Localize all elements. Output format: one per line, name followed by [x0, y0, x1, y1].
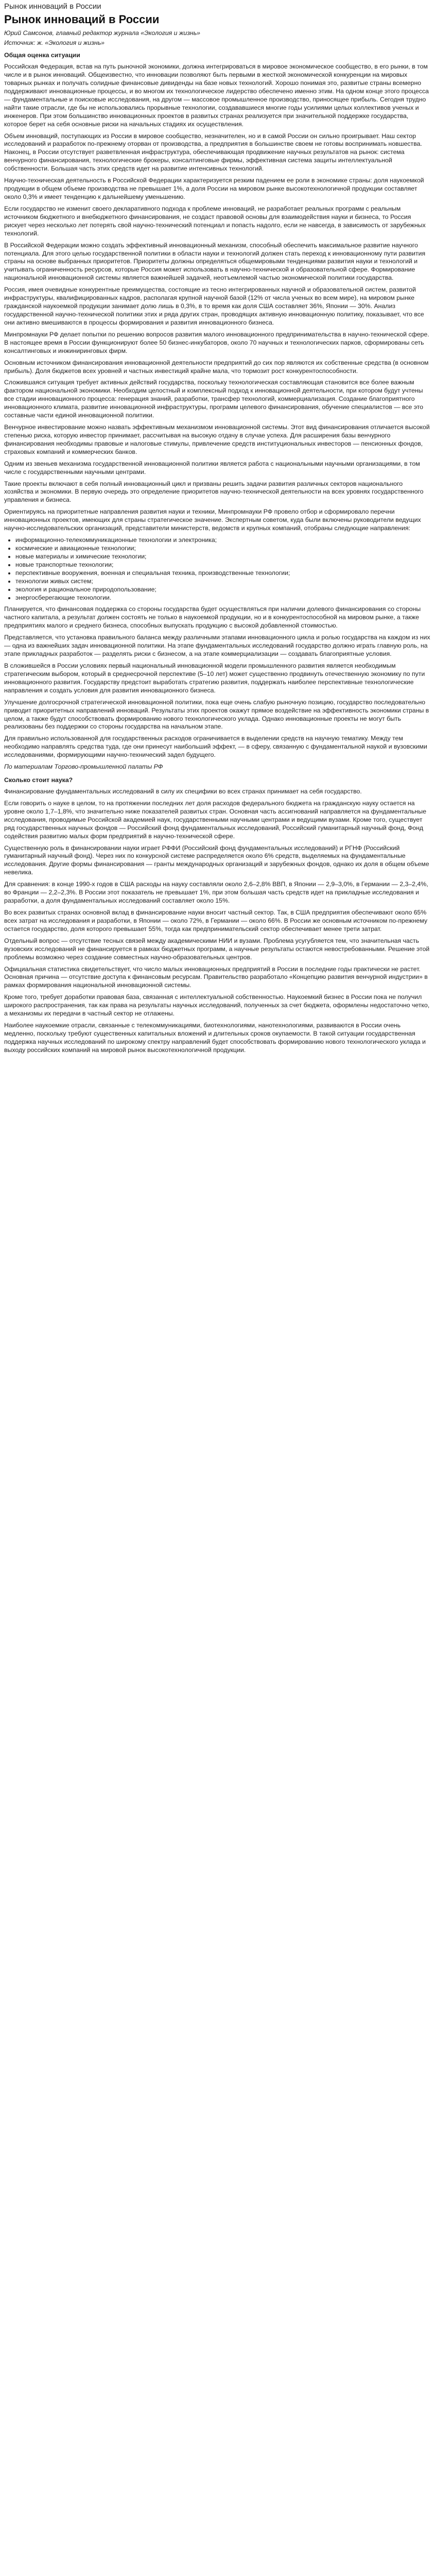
list-item: • экология и рациональное природопользование; [15, 586, 432, 594]
paragraph: Во всех развитых странах основной вклад в финансирование науки вносит частный сектор. Так, в США предприятия обеспечивают около 65% всех затрат на исследования и разработки, в Японии — около 72%, в Германии — около 66%. В России же основным источником по-прежнему остается государство, доля которого превышает 55%, тогда как предпринимательский сектор обеспечивает менее трети затрат. [4, 908, 428, 933]
paragraph: Венчурное инвестирование можно назвать эффективным механизмом инновационной системы. Этот вид финансирования отличается высокой степенью риска, которую инвестор принимает, рассчитывая на высокую отдачу в случае успеха. Для расширения базы венчурного финансирования необходимы правовые и налоговые стимулы, привлечение средств институциональных инвесторов — пенсионных фондов, страховых компаний и коммерческих банков. [4, 423, 430, 455]
section-heading-overview: Общая оценка ситуации [4, 52, 80, 59]
article-page [0, 0, 436, 1066]
source-note: По материалам Торгово-промышленной палаты РФ [4, 763, 163, 771]
paragraph: Наиболее наукоемкие отрасли, связанные с телекоммуникациями, биотехнологиями, нанотехнологиями, развиваются в России очень медленно, поскольку требуют существенных капитальных вложений и длительных сроков окупаемости. В такой ситуации государственная поддержка научных исследований по широкому спектру направлений будет способствовать формированию нового технологического уклада и выходу российских компаний на мировой рынок высокотехнологичной продукции. [4, 1022, 426, 1054]
source-label: Источник: [4, 39, 37, 47]
list-item: • информационно-телекоммуникационные технологии и электроника; [15, 536, 432, 545]
paragraph: Объем инноваций, поступающих из России в мировое сообщество, незначителен, но и в самой России он сильно проигрывает. Наш сектор исследований и разработок по-прежнему оторван от производства, а предприятия в большинстве своем не готовы воспринимать новшества. Наконец, в России отсутствует разветвленная инфраструктура, обеспечивающая продвижение научных результатов на рынок: система венчурного финансирования, технологические брокеры, консалтинговые фирмы, эффективная система защиты интеллектуальной собственности. Большая часть этих средств идет на развитие интенсивных технологий. [4, 132, 422, 173]
paragraph: Минпромнауки РФ делает попытки по решению вопросов развития малого инновационного предпринимательства в научно-технической сфере. В настоящее время в России функционируют более 50 бизнес-инкубаторов, около 70 научных и технологических парков, сформированы сеть консалтинговых и инжиниринговых фирм. [4, 330, 429, 354]
paragraph: Научно-техническая деятельность в Российской Федерации характеризуется резким падением ее роли в экономике страны: доля наукоемкой продукции в общем объеме производства не превышает 1%, а доля России на мировом рынке высокотехнологичной продукции составляет около 0,3% и имеет тенденцию к дальнейшему уменьшению. [4, 177, 424, 200]
author-line: Юрий Самсонов, главный редактор журнала «Экология и жизнь» [4, 29, 201, 37]
paragraph: Такие проекты включают в себя полный инновационный цикл и призваны решить задачи развития различных секторов национального хозяйства и экономики. В первую очередь это определение приоритетов научно-технической деятельности на всех уровнях государственного управления и бизнеса. [4, 480, 424, 504]
source-line [4, 39, 432, 47]
paragraph: Ориентируясь на приоритетные направления развития науки и техники, Минпромнауки РФ провело отбор и сформировало перечни инновационных проектов, имеющих для страны стратегическое значение. Экспертным советом, куда были включены руководители ведущих научно-исследовательских организаций, представители министерств, ведомств и крупных компаний, отобраны следующие направления: [4, 508, 421, 532]
source-link[interactable]: ж. «Экология и жизнь» [37, 39, 104, 47]
paragraph: Основным источником финансирования инновационной деятельности предприятий до сих пор являются их собственные средства (в основном прибыль). Доля бюджетов всех уровней и частных инвестиций крайне мала, что тормозит рост конкурентоспособности. [4, 359, 429, 375]
breadcrumb[interactable]: Рынок инноваций в России [4, 2, 101, 11]
paragraph: В Российской Федерации можно создать эффективный инновационный механизм, способный обеспечить максимальное развитие научного потенциала. Для этого целью государственной политики в области науки и технологий должен стать переход к инновационному пути развития страны на основе выбранных приоритетов. Приоритеты должны определяться общемировыми тенденциями развития науки и технологий и учитывать ограниченность ресурсов, которые Россия может использовать в научно-технической и образовательной сфере. Формирование национальной инновационной системы является важнейшей задачей, неотъемлемой частью экономической политики государства. [4, 241, 426, 282]
list-item: • новые материалы и химические технологии; [15, 553, 432, 561]
paragraph: Российская Федерация, встав на путь рыночной экономики, должна интегрироваться в мировое экономическое сообщество, в его рынки, в том числе и в рынок инноваций. Общеизвестно, что инновации позволяют быть первыми в жесткой экономической конкуренции на мировых товарных рынках и получать солидные финансовые дивиденды на базе новых технологий. Хорошо понимая это, развитые страны всемерно поддерживают инновационные процессы, и во многом их технологическое лидерство обеспечено именно этим. На одном конце этого процесса — фундаментальные и поисковые исследования, на другом — массовое промышленное производство, приносящее прибыль. Сегодня трудно найти такие отрасли, где бы не использовались прорывные технологии, создававшиеся многие годы усилиями целых коллективов ученых и инженеров. При этом большинство инновационных проектов в развитых странах реализуется при значительной поддержке государства, которое берет на себя основные риски на начальных стадиях их осуществления. [4, 63, 429, 128]
list-item: • новые транспортные технологии; [15, 561, 432, 569]
priority-directions-list [4, 536, 432, 602]
paragraph: Кроме того, требует доработки правовая база, связанная с интеллектуальной собственностью. Наукоемкий бизнес в России пока не получил широкого распространения, так как права на результаты научных исследований, полученных за счет бюджета, оформлены недостаточно четко, а механизмы их передачи в частный сектор не отлажены. [4, 993, 430, 1018]
list-item: • энергосберегающие технологии. [15, 594, 432, 602]
paragraph: В сложившейся в России условиях первый национальный инновационной модели промышленного развития является необходимым стратегическим выбором, который в среднесрочной перспективе (5–10 лет) может существенно продвинуть отечественную экономику по пути инновационного развития. Государству предстоит выработать стратегию развития, поддержать наиболее перспективные технологические направления и создать условия для развития инновационного бизнеса. [4, 662, 425, 694]
list-item: • технологии живых систем; [15, 578, 432, 586]
paragraph: Если государство не изменит своего декларативного подхода к проблеме инноваций, не разработает реальных программ с реальным источником бюджетного и внебюджетного финансирования, не создаст правовой основы для взаимодействия науки и бизнеса, то Россия рискует через несколько лет потерять свой научно-технический потенциал и попасть надолго, если не навсегда, в зависимость от зарубежных технологий. [4, 205, 426, 237]
paragraph: Улучшение долгосрочной стратегической инновационной политики, пока еще очень слабую рыночную позицию, государство последовательно приводит приоритетных направлений инноваций. Результаты этих проектов окажут прямое воздействие на эффективность экономики страны в целом, а также будут способствовать формированию нового технологического уклада. Однако инновационные проекты не могут быть реализованы без поддержки со стороны государства на начальном этапе. [4, 698, 429, 731]
list-item: • космические и авиационные технологии; [15, 545, 432, 553]
paragraph: Финансирование фундаментальных исследований в силу их специфики во всех странах принимает на себя государство. [4, 787, 362, 795]
paragraph: Существенную роль в финансировании науки играет РФФИ (Российский фонд фундаментальных исследований) и РГНФ (Российский гуманитарный научный фонд). Через них по конкурсной системе распределяется около 6% средств, выделяемых на фундаментальные исследования. Другие формы финансирования — гранты международных организаций и зарубежных фондов, однако их доля в общем объеме невелика. [4, 844, 429, 876]
paragraph: Планируется, что финансовая поддержка со стороны государства будет осуществляться при наличии долевого финансирования со стороны частного капитала, а результат должен состоять не только в наукоемкой продукции, но и в конкурентоспособной на мировом рынке, а также предприятиях малого и среднего бизнеса, способных выпускать продукцию с высокой добавленной стоимостью. [4, 605, 421, 630]
paragraph: Сложившаяся ситуация требует активных действий государства, поскольку технологическая составляющая становится все более важным фактором национальной экономики. Необходим целостный и комплексный подход к инновационной деятельности, при котором будут учтены все стадии инновационного процесса: генерация знаний, разработки, трансфер технологий, коммерциализация. Создание благоприятного инновационного климата, развитие инновационной инфраструктуры, программ целевого финансирования, обучение специалистов — все это составные части единой инновационной политики. [4, 379, 424, 419]
paragraph: Для правильно использованной для государственных расходов ограничивается в выделении средств на научную тематику. Между тем необходимо направлять средства туда, где они принесут наибольший эффект, — в сферу, связанную с фундаментальной наукой и вузовскими исследованиями, формирующими научно-технический задел будущего. [4, 735, 427, 759]
list-item: • перспективные вооружения, военная и специальная техника, производственные технологии; [15, 569, 432, 578]
paragraph: Отдельный вопрос — отсутствие тесных связей между академическими НИИ и вузами. Проблема усугубляется тем, что значительная часть вузовских исследований не финансируется в рамках бюджетных программ, а научные результаты остаются невостребованными. Решение этой проблемы возможно через создание совместных научно-образовательных центров. [4, 937, 430, 961]
paragraph: Официальная статистика свидетельствует, что число малых инновационных предприятий в России в последние годы практически не растет. Основная причина — отсутствие доступа к финансовым ресурсам. Правительство разработало «Концепцию развития венчурной индустрии» в рамках формирования национальной инновационной системы. [4, 965, 428, 989]
paragraph: Россия, имея очевидные конкурентные преимущества, состоящие из тесно интегрированных научной и образовательной систем, развитой инфраструктуры, квалифицированных кадров, располагая крупной научной базой (12% от числа ученых во всем мире), на мировом рынке гражданской наукоемкой продукции занимает долю лишь в 0,3%, в то время как доля США составляет 36%, Японии — 30%. Анализ государственной научно-технической политики этих и ряда других стран, проводящих активную инновационную политику, показывает, что все они активно вмешиваются в процессы формирования и развития инновационного бизнеса. [4, 286, 424, 326]
section-heading-cost: Сколько стоит наука? [4, 776, 73, 784]
paragraph: Для сравнения: в конце 1990-х годов в США расходы на науку составляли около 2,6–2,8% ВВП, в Японии — 2,9–3,0%, в Германии — 2,3–2,4%, во Франции — 2,2–2,3%. В России этот показатель не превышает 1%, при этом большая часть средств идет на прикладные исследования и разработки, а доля фундаментальных исследований составляет около 15%. [4, 880, 428, 905]
paragraph: Одним из звеньев механизма государственной инновационной политики является работа с национальными научными организациями, в том числе с государственными научными центрами. [4, 460, 420, 476]
paragraph: Представляется, что установка правильного баланса между различными этапами инновационного цикла и ролью государства на каждом из них — одна из важнейших задач инновационной политики. На этапе фундаментальных исследований государство должно играть главную роль, на этапе прикладных разработок — разделять риски с бизнесом, а на этапе коммерциализации — создавать благоприятные условия. [4, 634, 430, 658]
page-title: Рынок инноваций в России [4, 13, 160, 26]
paragraph: Если говорить о науке в целом, то на протяжении последних лет доля расходов федерального бюджета на гражданскую науку остается на уровне около 1,7–1,8%, что значительно ниже показателей развитых стран. Основная часть ассигнований направляется на фундаментальные исследования, проводимые Российской академией наук, государственными научными центрами и ведущими вузами. Кроме того, существует ряд государственных научных фондов — Российский фонд фундаментальных исследований, Российский гуманитарный научный фонд, Фонд содействия развитию малых форм предприятий в научно-технической сфере. [4, 799, 427, 840]
